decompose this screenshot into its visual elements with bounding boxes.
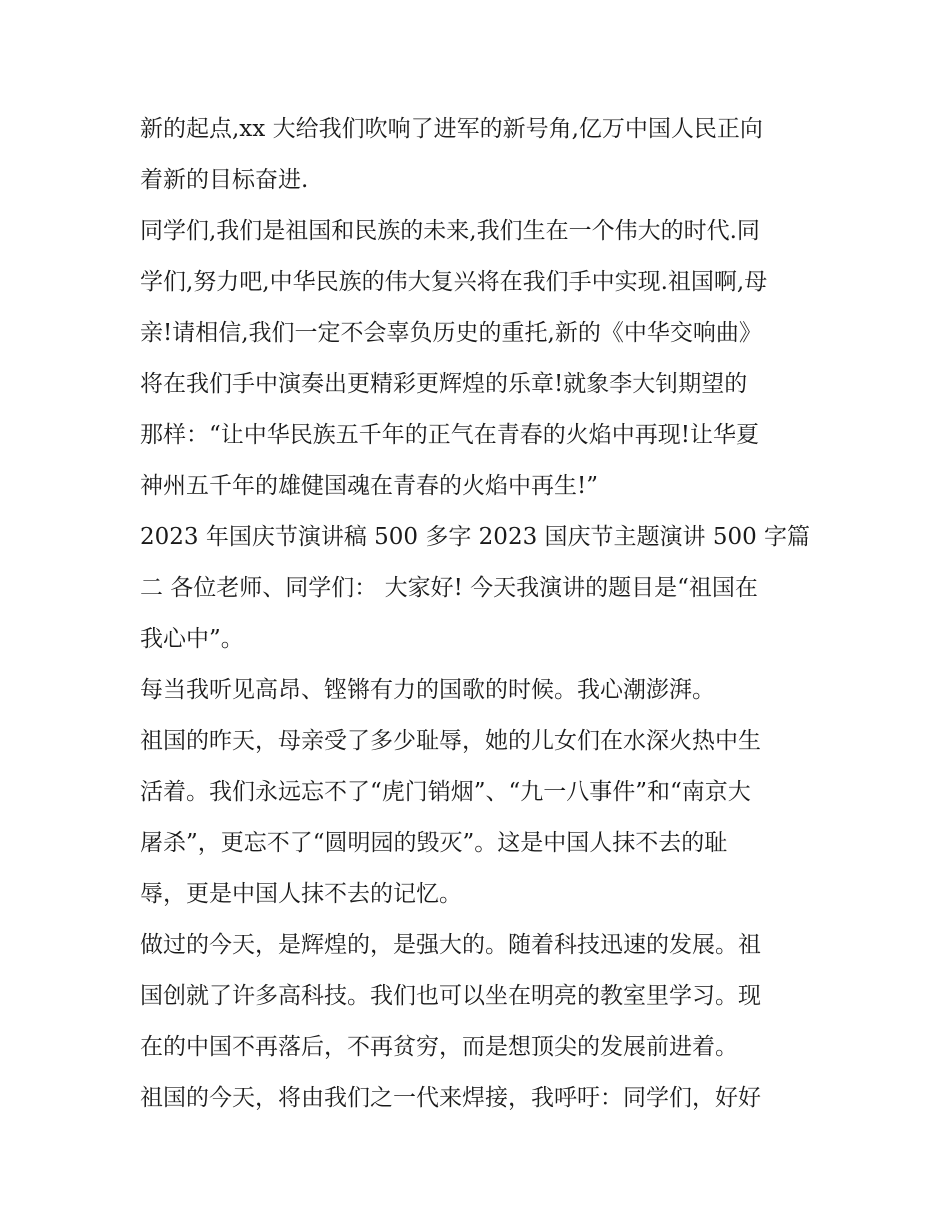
text-line: 做过的今天，是辉煌的，是强大的。随着科技迅速的发展。祖 bbox=[140, 932, 761, 958]
text-line: 亲!请相信,我们一定不会辜负历史的重托,新的《中华交响曲》 bbox=[140, 320, 762, 346]
text-line: 我心中”。 bbox=[140, 626, 244, 652]
text-line: 学们,努力吧,中华民族的伟大复兴将在我们手中实现.祖国啊,母 bbox=[140, 269, 768, 295]
text-line: 祖国的昨天，母亲受了多少耻辱，她的儿女们在水深火热中生 bbox=[140, 728, 761, 754]
text-line: 二 各位老师、同学们： 大家好! 今天我演讲的题目是“祖国在 bbox=[140, 575, 758, 601]
text-line: 将在我们手中演奏出更精彩更辉煌的乐章!就象李大钊期望的 bbox=[140, 371, 748, 397]
text-line: 每当我听见高昂、铿锵有力的国歌的时候。我心潮澎湃。 bbox=[140, 677, 715, 703]
text-line: 在的中国不再落后，不再贫穷，而是想顶尖的发展前进着。 bbox=[140, 1034, 738, 1060]
text-line: 国创就了许多高科技。我们也可以坐在明亮的教室里学习。现 bbox=[140, 983, 761, 1009]
body-text bbox=[140, 104, 820, 1124]
text-line: 同学们,我们是祖国和民族的未来,我们生在一个伟大的时代.同 bbox=[140, 218, 760, 244]
text-line: 神州五千年的雄健国魂在青春的火焰中再生!” bbox=[140, 473, 599, 499]
text-line: 活着。我们永远忘不了“虎门销烟”、“九一八事件”和“南京大 bbox=[140, 779, 751, 805]
text-line: 祖国的今天，将由我们之一代来焊接，我呼吁：同学们，好好 bbox=[140, 1085, 761, 1111]
text-line: 新的起点,xx 大给我们吹响了进军的新号角,亿万中国人民正向 bbox=[140, 116, 763, 142]
text-line: 屠杀”，更忘不了“圆明园的毁灭”。这是中国人抹不去的耻 bbox=[140, 830, 728, 856]
text-line: 辱，更是中国人抹不去的记忆。 bbox=[140, 881, 462, 907]
text-line: 着新的目标奋进. bbox=[140, 167, 309, 193]
text-line: 那样：“让中华民族五千年的正气在青春的火焰中再现!让华夏 bbox=[140, 422, 760, 448]
text-line: 2023 年国庆节演讲稿 500 多字 2023 国庆节主题演讲 500 字篇 bbox=[140, 524, 811, 550]
